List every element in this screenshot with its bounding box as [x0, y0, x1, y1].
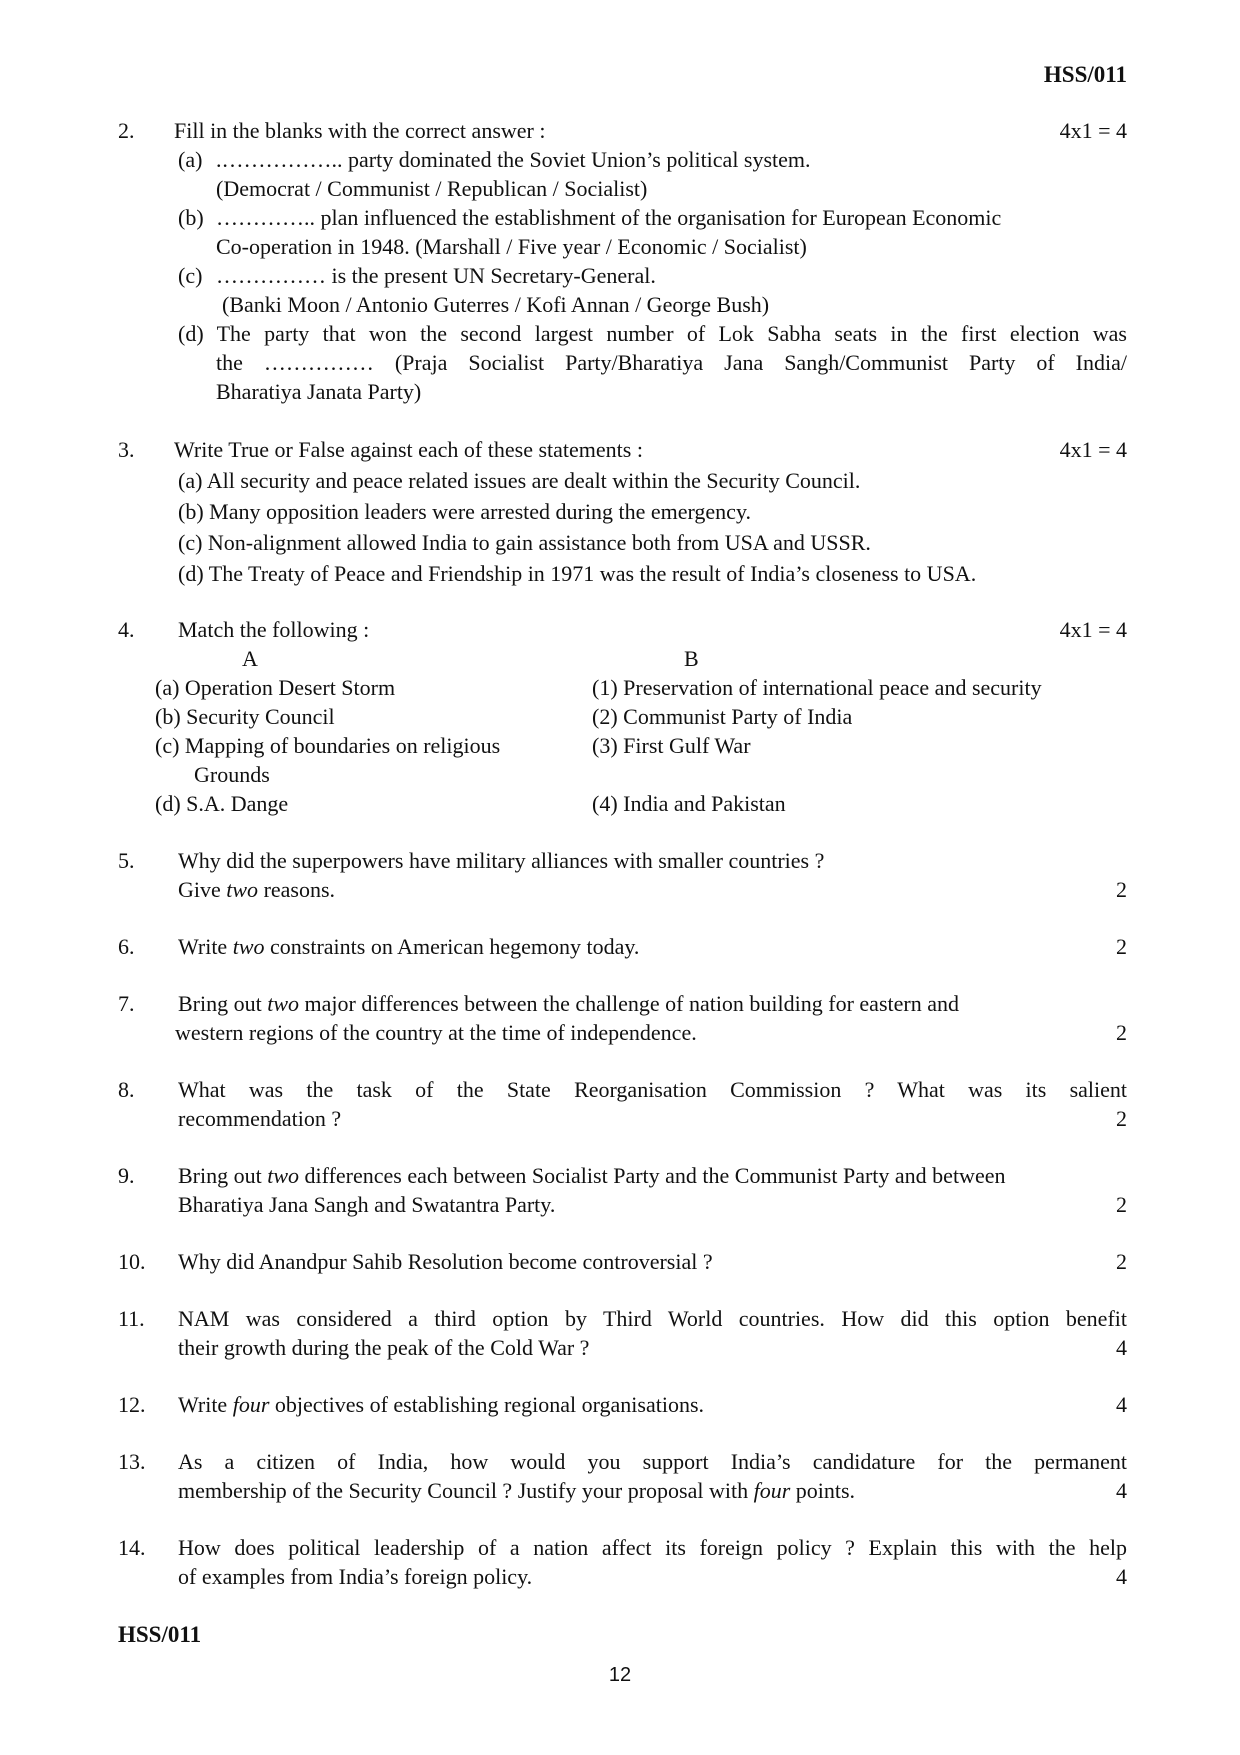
question-text	[178, 934, 639, 960]
question-text	[178, 1478, 855, 1504]
sub-question-text: Bharatiya Janata Party)	[216, 379, 422, 404]
match-left-item: (c) Mapping of boundaries on religious	[155, 733, 501, 758]
text-run: Bring out	[178, 991, 268, 1016]
text-run: major differences between the challenge of nation building for eastern and	[299, 991, 959, 1016]
question-text: western regions of the country at the time of independence.	[175, 1020, 697, 1045]
match-right-item: (2) Communist Party of India	[592, 704, 853, 729]
column-header-a: A	[242, 646, 258, 671]
match-left-item: (a) Operation Desert Storm	[155, 675, 396, 700]
text-run: Write	[178, 934, 233, 959]
question-marks: 2	[1116, 1249, 1127, 1274]
text-run: differences each between Socialist Party and the Communist Party and between	[299, 1163, 1006, 1188]
question-prompt: Write True or False against each of these statements :	[174, 437, 643, 462]
question-text: Why did Anandpur Sahib Resolution become controversial ?	[178, 1249, 713, 1274]
sub-question-text: (d) The party that won the second largest number of Lok Sabha seats in the first election was	[178, 321, 1127, 346]
question-number: 2.	[118, 118, 135, 143]
question-marks: 4	[1116, 1392, 1127, 1417]
question-marks: 2	[1116, 877, 1127, 902]
match-left-item: (b) Security Council	[155, 704, 335, 729]
match-left-item: Grounds	[194, 762, 270, 787]
text-run: points.	[790, 1478, 856, 1503]
match-left-item: (d) S.A. Dange	[155, 791, 289, 816]
question-text: of examples from India’s foreign policy.	[178, 1564, 533, 1589]
sub-question-text: Co-operation in 1948. (Marshall / Five year / Economic / Socialist)	[216, 234, 807, 259]
question-number: 5.	[118, 848, 135, 873]
question-number: 8.	[118, 1077, 135, 1102]
sub-question-text: …………… is the present UN Secretary-General.	[216, 263, 656, 288]
question-number: 11.	[118, 1306, 145, 1331]
sub-label: (b)	[178, 205, 204, 230]
text-run: reasons.	[258, 877, 336, 902]
emphasis-text: four	[232, 1392, 270, 1417]
question-marks: 4x1 = 4	[1059, 118, 1127, 143]
question-marks: 4x1 = 4	[1059, 437, 1127, 462]
statement: (b) Many opposition leaders were arrested during the emergency.	[178, 499, 752, 524]
sub-question-options: (Democrat / Communist / Republican / Socialist)	[216, 176, 648, 201]
emphasis-text: two	[226, 877, 259, 902]
question-number: 3.	[118, 437, 135, 462]
header-paper-code: HSS/011	[1043, 62, 1127, 87]
footer-paper-code: HSS/011	[118, 1622, 202, 1647]
column-header-b: B	[684, 646, 699, 671]
statement: (c) Non-alignment allowed India to gain assistance both from USA and USSR.	[178, 530, 871, 555]
question-text: Why did the superpowers have military alliances with smaller countries ?	[178, 848, 825, 873]
question-text	[178, 877, 335, 903]
text-run: objectives of establishing regional organisations.	[269, 1392, 705, 1417]
emphasis-text: two	[232, 934, 265, 959]
page-number: 12	[608, 1664, 632, 1686]
question-prompt: Fill in the blanks with the correct answer :	[174, 118, 546, 143]
question-number: 9.	[118, 1163, 135, 1188]
sub-question-options: (Banki Moon / Antonio Guterres / Kofi Annan / George Bush)	[222, 292, 770, 317]
sub-label: (c)	[178, 263, 203, 288]
question-text	[178, 991, 959, 1017]
question-text: As a citizen of India, how would you support India’s candidature for the permanent	[178, 1449, 1127, 1474]
question-text: recommendation ?	[178, 1106, 342, 1131]
question-number: 13.	[118, 1449, 146, 1474]
emphasis-text: four	[753, 1478, 791, 1503]
question-marks: 4	[1116, 1564, 1127, 1589]
question-text: Bharatiya Jana Sangh and Swatantra Party.	[178, 1192, 556, 1217]
sub-question-text: the …………… (Praja Socialist Party/Bharatiya Jana Sangh/Communist Party of India/	[216, 350, 1127, 375]
question-marks: 4	[1116, 1335, 1127, 1360]
question-marks: 2	[1116, 1192, 1127, 1217]
question-marks: 4x1 = 4	[1059, 617, 1127, 642]
question-number: 12.	[118, 1392, 146, 1417]
question-text	[178, 1163, 1005, 1189]
text-run: Bring out	[178, 1163, 268, 1188]
statement: (d) The Treaty of Peace and Friendship in 1971 was the result of India’s closeness to USA.	[178, 561, 977, 586]
question-marks: 2	[1116, 1020, 1127, 1045]
statement: (a) All security and peace related issues are dealt within the Security Council.	[178, 468, 861, 493]
text-run: Give	[178, 877, 227, 902]
question-text: What was the task of the State Reorganisation Commission ? What was its salient	[178, 1077, 1127, 1102]
sub-question-text: .…………….. party dominated the Soviet Union’s political system.	[216, 147, 811, 172]
match-right-item: (1) Preservation of international peace and security	[592, 675, 1042, 700]
question-marks: 4	[1116, 1478, 1127, 1503]
question-marks: 2	[1116, 1106, 1127, 1131]
question-text: NAM was considered a third option by Third World countries. How did this option benefit	[178, 1306, 1127, 1331]
emphasis-text: two	[267, 991, 300, 1016]
match-right-item: (4) India and Pakistan	[592, 791, 786, 816]
question-prompt: Match the following :	[178, 617, 370, 642]
emphasis-text: two	[267, 1163, 300, 1188]
question-number: 14.	[118, 1535, 146, 1560]
sub-question-text: ………….. plan influenced the establishment of the organisation for European Economic	[216, 205, 1002, 230]
question-number: 6.	[118, 934, 135, 959]
text-run: membership of the Security Council ? Justify your proposal with	[178, 1478, 754, 1503]
sub-label: (a)	[178, 147, 203, 172]
question-number: 4.	[118, 617, 135, 642]
question-text	[178, 1392, 704, 1418]
question-marks: 2	[1116, 934, 1127, 959]
text-run: Write	[178, 1392, 233, 1417]
match-right-item: (3) First Gulf War	[592, 733, 751, 758]
question-number: 7.	[118, 991, 135, 1016]
question-number: 10.	[118, 1249, 146, 1274]
question-text: their growth during the peak of the Cold War ?	[178, 1335, 590, 1360]
question-text: How does political leadership of a nation affect its foreign policy ? Explain this with the help	[178, 1535, 1127, 1560]
text-run: constraints on American hegemony today.	[264, 934, 640, 959]
